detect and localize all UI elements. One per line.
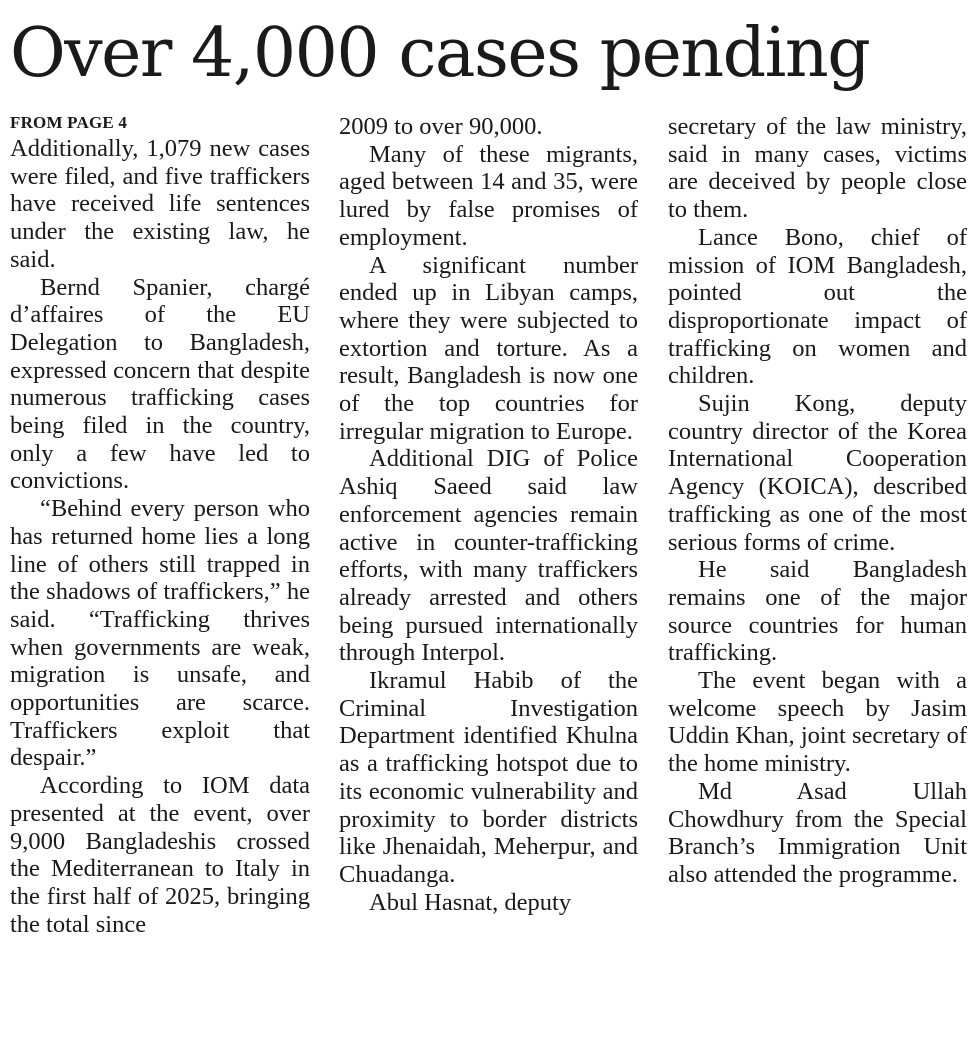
paragraph: Abul Hasnat, deputy	[369, 888, 572, 916]
paragraph: Sujin Kong, deputy country director of the Korea International Cooperation Agency (KOICA), described trafficking as one of the most serious forms of crime.	[668, 390, 967, 556]
article-column-2	[339, 113, 638, 916]
paragraph: 2009 to over 90,000.	[339, 113, 543, 140]
article-column-1	[10, 113, 310, 938]
paragraph: “Behind every person who has returned home lies a long line of others still trapped in the shadows of traffickers,” he said. “Trafficking thrives when governments are weak, migration is unsafe, and opportunities are scarce. Traffickers exploit that despair.”	[10, 495, 310, 772]
paragraph: Ikramul Habib of the Criminal Investigation Department identified Khulna as a trafficking hotspot due to its economic vulnerability and proximity to border districts like Jhenaidah, Meherpur, and Chuadanga.	[339, 667, 638, 888]
kicker-from-page: FROM PAGE 4	[10, 113, 128, 132]
paragraph: A significant number ended up in Libyan camps, where they were subjected to extortion and torture. As a result, Bangladesh is now one of the top countries for irregular migration to Europe.	[339, 251, 638, 445]
paragraph: Lance Bono, chief of mission of IOM Bangladesh, pointed out the disproportionate impact of trafficking on women and children.	[668, 223, 967, 390]
paragraph: Many of these migrants, aged between 14 and 35, were lured by false promises of employment.	[339, 140, 638, 251]
paragraph: Bernd Spanier, chargé d’affaires of the EU Delegation to Bangladesh, expressed concern that despite numerous trafficking cases being filed in the country, only a few have led to convictions.	[10, 273, 310, 495]
paragraph: He said Bangladesh remains one of the major source countries for human trafficking.	[668, 556, 967, 667]
article-column-3	[668, 113, 967, 889]
paragraph: Md Asad Ullah Chowdhury from the Special Branch’s Immigration Unit also attended the programme.	[668, 777, 967, 888]
paragraph: The event began with a welcome speech by Jasim Uddin Khan, joint secretary of the home ministry.	[668, 667, 967, 778]
paragraph: Additional DIG of Police Ashiq Saeed said law enforcement agencies remain active in counter-trafficking efforts, with many traffickers already arrested and others being pursued internationally through Interpol.	[339, 445, 638, 667]
paragraph: According to IOM data presented at the event, over 9,000 Bangladeshis crossed the Mediterranean to Italy in the first half of 2025, bringing the total since	[10, 772, 310, 938]
paragraph: Additionally, 1,079 new cases were filed, and five traffickers have received life sentences under the existing law, he said.	[10, 135, 310, 273]
paragraph: secretary of the law ministry, said in many cases, victims are deceived by people close to them.	[668, 113, 967, 224]
headline: Over 4,000 cases pending	[10, 14, 870, 93]
